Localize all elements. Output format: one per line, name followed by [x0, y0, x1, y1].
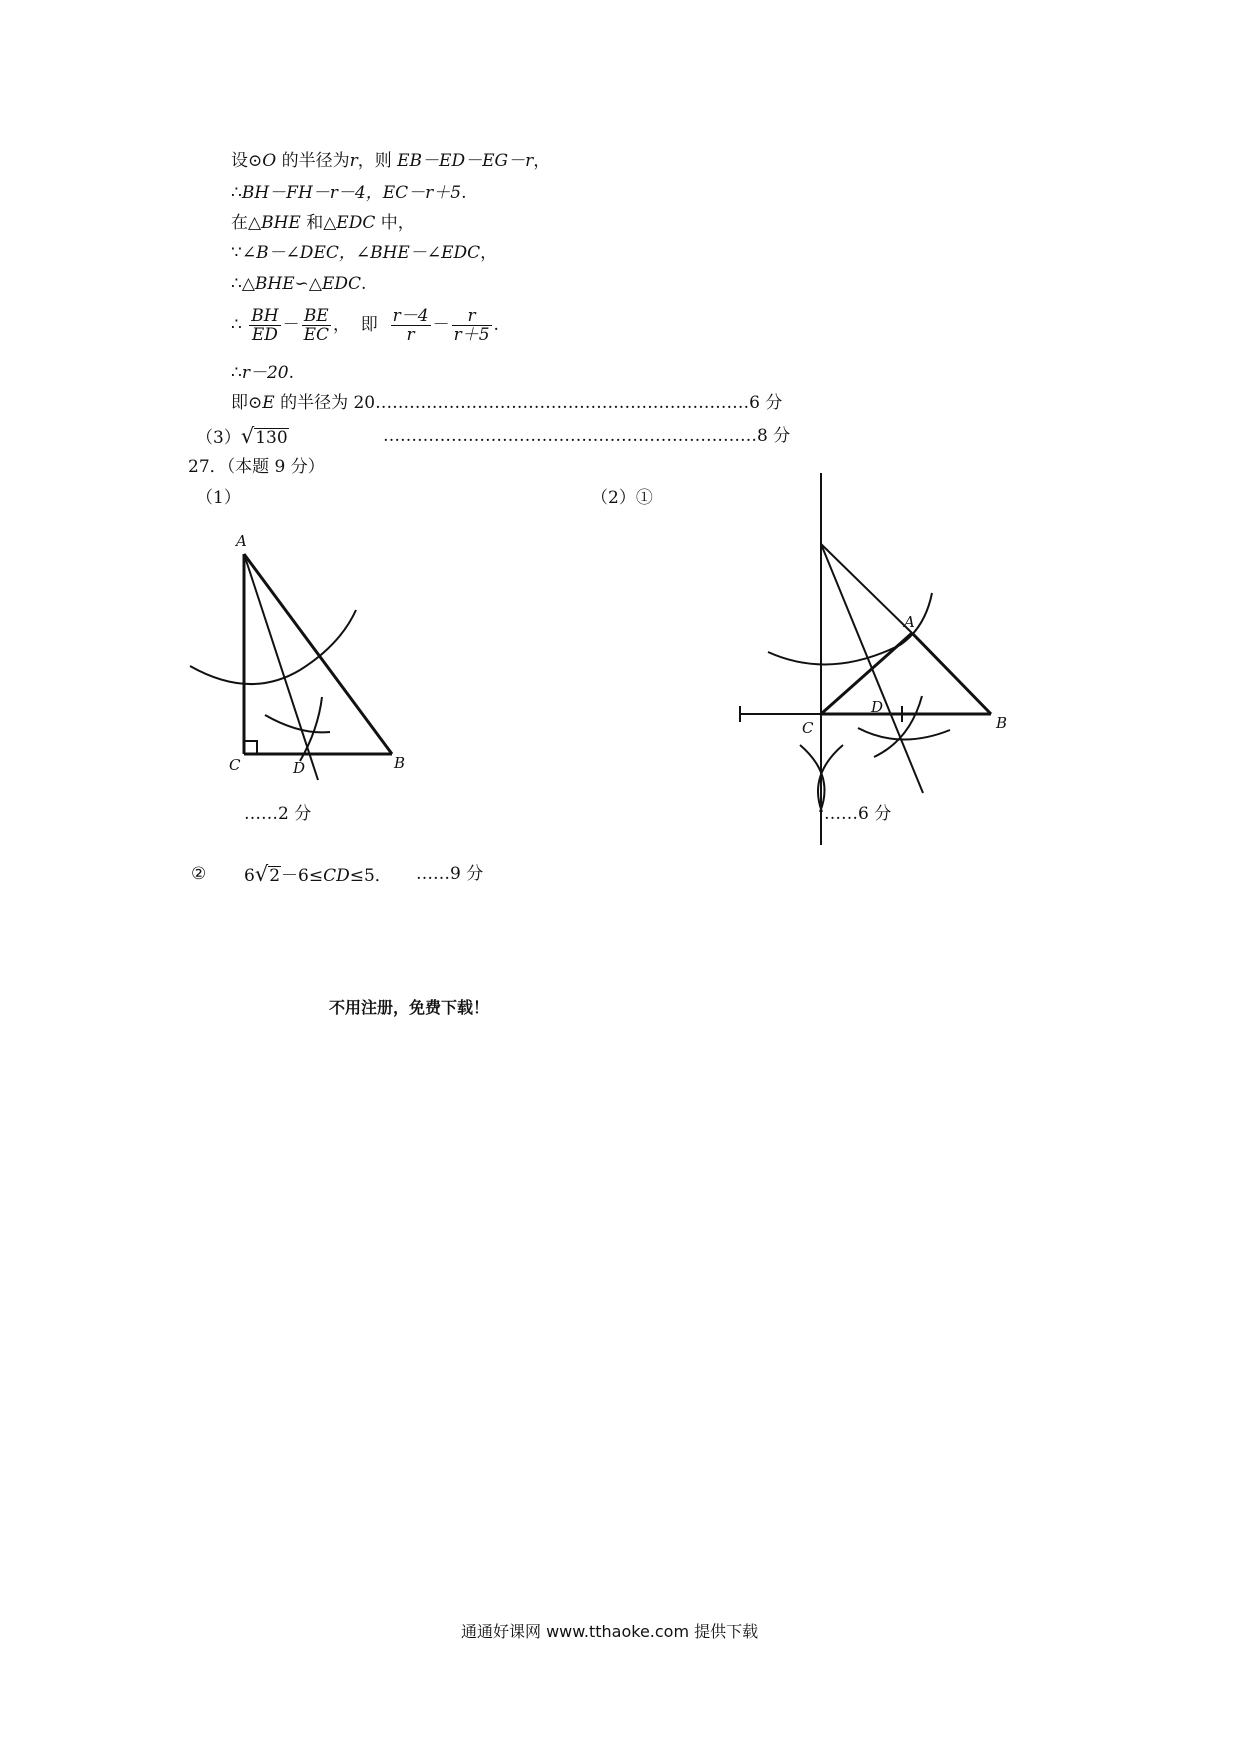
- line-bh-ec: ∴BH－FH－r－4，EC－r＋5.: [231, 183, 467, 203]
- fig2-label-b: B: [996, 714, 1008, 732]
- fig2-label-a: A: [904, 613, 915, 631]
- leader-dots: …………………………………………………………: [375, 393, 750, 413]
- line-radius-result: 即⊙E 的半径为 20…………………………………………………………6 分: [231, 393, 783, 413]
- score-6: 6 分: [749, 393, 783, 413]
- part2-label: （2）①: [591, 488, 653, 508]
- fraction-be-ec: $\frac{BE}{EC}$: [303, 306, 329, 345]
- score-2: ……2 分: [244, 804, 312, 824]
- part3-label: （3）√130: [196, 424, 288, 448]
- fig1-label-d: D: [293, 759, 306, 777]
- line-r-value: ∴r－20.: [231, 363, 294, 383]
- fig2-label-d: D: [871, 698, 884, 716]
- fig2-label-c: C: [802, 719, 814, 737]
- cd-inequality: 6√2－6≤CD≤5．: [244, 862, 392, 886]
- sqrt-130: √130: [240, 424, 288, 448]
- problem-27-header: 27．（本题 9 分）: [188, 457, 325, 477]
- sqrt-2: √2: [254, 862, 281, 886]
- promo-text: 不用注册，免费下载！: [329, 998, 490, 1017]
- fig1-label-c: C: [229, 756, 241, 774]
- line-angle-equalities: ∵∠B－∠DEC，∠BHE－∠EDC，: [231, 243, 498, 263]
- fraction-r-minus-4: $\frac{r-4}{r}$: [392, 306, 429, 345]
- line-similarity: ∴△BHE∽△EDC.: [231, 274, 367, 294]
- part2b-label: ②: [191, 864, 207, 884]
- page-footer[interactable]: 通通好课网 www.tthaoke.com 提供下载: [461, 1622, 759, 1641]
- fraction-bh-ed: $\frac{BH}{ED}$: [251, 306, 279, 345]
- score-8: 8 分: [757, 426, 791, 446]
- leader-dots: …………………………………………………………: [383, 426, 757, 446]
- line-proportion: ∴ $\frac{BH}{ED}$ － $\frac{BE}{EC}$ ， 即 $\frac{r-4}{r}$ － $\frac{r}{r+5}$ .: [231, 306, 499, 345]
- line-radius-setup: 设⊙O 的半径为r，则 EB－ED－EG－r，: [231, 151, 551, 171]
- score-6-part2: ……6 分: [824, 804, 892, 824]
- part1-label: （1）: [196, 488, 241, 508]
- fraction-r-over-r-plus-5: $\frac{r}{r+5}$: [453, 306, 490, 345]
- fig1-label-b: B: [394, 754, 406, 772]
- fig1-label-a: A: [236, 532, 247, 550]
- line-triangles-intro: 在△BHE 和△EDC 中，: [231, 213, 415, 233]
- score-9: ……9 分: [416, 864, 484, 884]
